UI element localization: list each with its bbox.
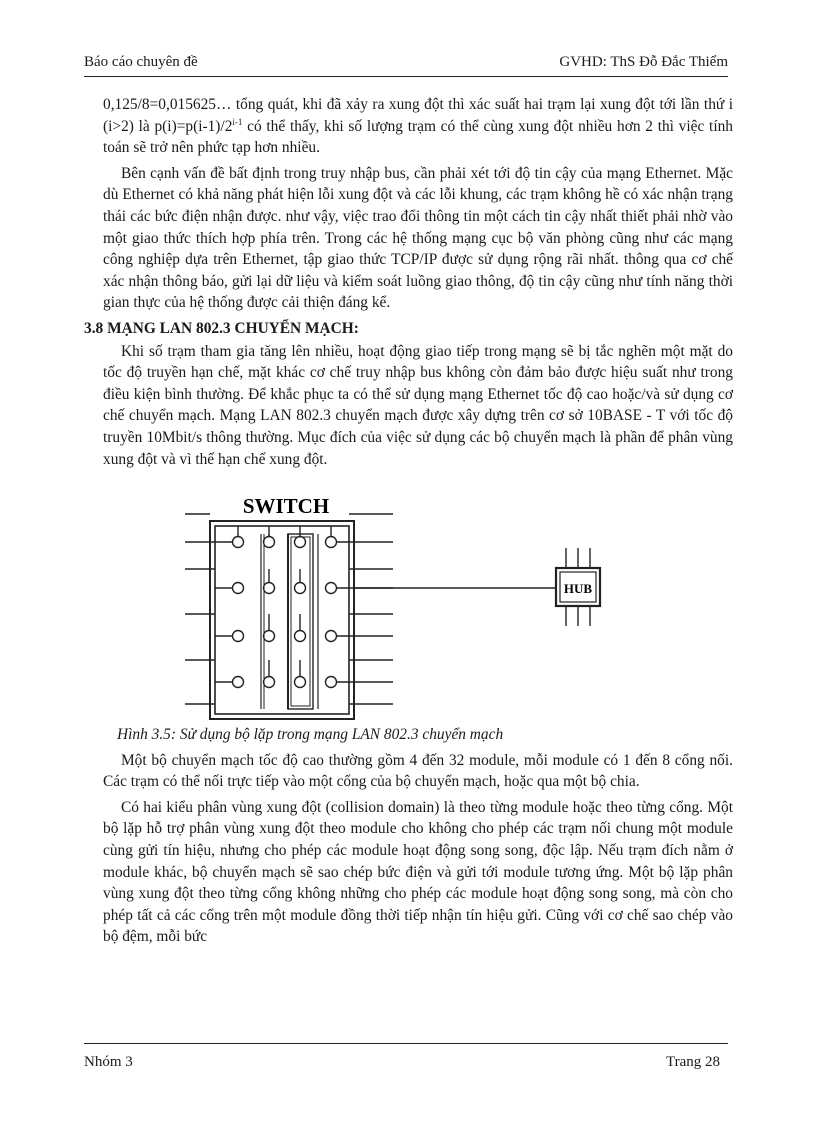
- paragraph-switch-modules: Một bộ chuyển mạch tốc độ cao thường gồm 4 đến 32 module, mỗi module có 1 đến 8 cổng nối. Các trạm có thể nối trực tiếp vào một cổng của bộ chuyển mạch, hoặc qua một bộ chia.: [103, 751, 733, 791]
- figure-switch-hub: [103, 474, 733, 724]
- header-report-title: Báo cáo chuyên đề: [84, 54, 198, 70]
- page-content: [84, 94, 733, 952]
- paragraph-probability-exponent: i-1: [232, 116, 243, 127]
- paragraph-probability-part2: có thể thấy, khi số lượng trạm có thể cùng xung đột nhiều hơn 2 thì việc tính toán sẽ trở nên phức tạp hơn nhiều.: [103, 117, 733, 157]
- switch-label: SWITCH: [242, 494, 330, 519]
- header-supervisor: GVHD: ThS Đỗ Đắc Thiểm: [559, 54, 728, 70]
- paragraph-collision-domain: Có hai kiểu phân vùng xung đột (collision domain) là theo từng module hoặc theo từng cổng. Một bộ lặp hỗ trợ phân vùng xung đột theo module cho không cho phép các trạm nối chung một module cùng gửi tín hiệu, nhưng cho phép các module hoạt động song song, độc lập. Nếu trạm đích nằm ở module khác, bộ chuyển mạch sẽ sao chép bức điện và gửi tới module tương ứng. Một bộ lặp phân vùng xung đột theo từng cổng không những cho phép các module hoạt động song song, mà còn cho phép tất cả các cổng trên một module đồng thời tiếp nhận tín hiệu gửi. Cũng với cơ chế sao chép vào bộ đệm, mỗi bức: [103, 798, 733, 946]
- footer-group: Nhóm 3: [84, 1054, 133, 1070]
- switch-center-divider: [287, 534, 289, 709]
- hub-label: HUB: [563, 581, 593, 597]
- switch-hub-diagram: [103, 474, 733, 724]
- switch-body-inner: [215, 526, 349, 714]
- page-header: [84, 52, 728, 77]
- paragraph-probability-part1: 0,125/8=0,015625… tổng quát, khi đã xảy ra xung đột thì xác suất hai trạm lại xung đột tới lần thứ i (i>2) là p(i)=p(i-1)/2: [103, 96, 733, 135]
- paragraph-reliability: Bên cạnh vấn đề bất định trong truy nhập bus, cần phải xét tới độ tin cậy của mạng Ethernet. Mặc dù Ethernet có khả năng phát hiện lỗi xung đột và các lỗi khung, các trạm không hề có xác nhận trạng thái các bức điện nhận được. như vậy, việc trao đổi thông tin một cách tin cậy nhất thiết phải nhờ vào một giao thức thích hợp phía trên. Trong các hệ thống mạng cục bộ văn phòng cũng như các mạng công nghiệp dựa trên Ethernet, tập giao thức TCP/IP được sử dụng rộng rãi nhất. thông qua cơ chế xác nhận thông báo, gửi lại dữ liệu và kiểm soát luồng giao thông, độ tin cậy cũng như tính năng thời gian thực của hệ thống được cải thiện đáng kể.: [103, 164, 733, 312]
- footer-page-number: Trang 28: [665, 1054, 720, 1070]
- switch-body-outer: [210, 521, 354, 719]
- section-heading: 3.8 MẠNG LAN 802.3 CHUYỂN MẠCH:: [84, 319, 359, 337]
- paragraph-probability: [103, 94, 733, 159]
- page-footer: [84, 1043, 728, 1074]
- paragraph-switching-intro: Khi số trạm tham gia tăng lên nhiều, hoạt động giao tiếp trong mạng sẽ bị tắc nghẽn một mặt do tốc độ truyền hạn chế, mặt khác cơ chế truy nhập bus không còn đảm bảo được hiệu suất như trong điều kiện bình thường. Để khắc phục ta có thể sử dụng mạng Ethernet tốc độ cao hoặc/và sử dụng cơ chế chuyển mạch. Mạng LAN 802.3 chuyển mạch được xây dựng trên cơ sở 10BASE - T với tốc độ truyền 10Mbit/s thông thường. Mục đích của việc sử dụng các bộ chuyển mạch là phần để phân vùng xung đột và vì thế hạn chế xung đột.: [103, 342, 733, 468]
- figure-caption: Hình 3.5: Sử dụng bộ lặp trong mạng LAN 802.3 chuyển mạch: [117, 726, 504, 744]
